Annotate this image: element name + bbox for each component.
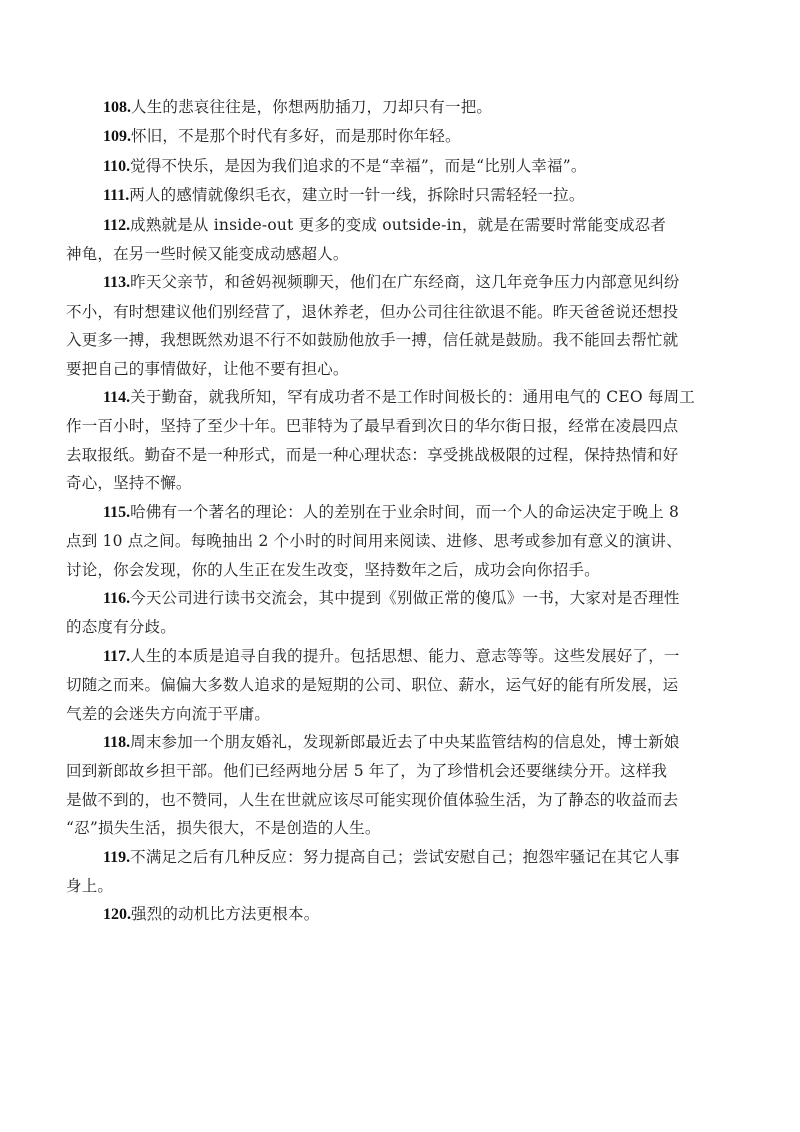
numbered-entry bbox=[66, 843, 729, 901]
entry-text-line: 人生的本质是追寻自我的提升。包括思想、能力、意志等等。这些发展好了，一 bbox=[130, 646, 680, 665]
entry-text-line: 关于勤奋，就我所知，罕有成功者不是工作时间极长的：通用电气的 CEO 每周工 bbox=[130, 388, 695, 407]
entry-text-line: 两人的感情就像织毛衣，建立时一针一线，拆除时只需轻轻一拉。 bbox=[129, 186, 585, 205]
numbered-entry bbox=[66, 268, 729, 383]
entry-text-line: 人生的悲哀往往是，你想两肋插刀，刀却只有一把。 bbox=[131, 98, 493, 116]
document-page bbox=[66, 93, 729, 930]
numbered-entry bbox=[66, 383, 729, 498]
entry-text-line: 气差的会迷失方向流于平庸。 bbox=[66, 704, 271, 723]
numbered-entry bbox=[101, 900, 729, 929]
entry-text-line: 点到 10 点之间。每晚抽出 2 个小时的时间用来阅读、进修、思考或参加有意义的演讲、 bbox=[66, 532, 682, 551]
entry-number: 120. bbox=[103, 906, 131, 924]
entry-number: 111. bbox=[103, 187, 130, 205]
entry-text-line: 要把自己的事情做好，让他不要有担心。 bbox=[66, 359, 349, 378]
entry-text-line: 成熟就是从 inside-out 更多的变成 outside-in，就是在需要时常能变成忍者 bbox=[130, 215, 667, 234]
entry-text-line: 奇心，坚持不懈。 bbox=[66, 474, 192, 493]
entry-number: 117. bbox=[103, 647, 131, 665]
entry-number: 119. bbox=[103, 848, 131, 866]
entry-number: 114. bbox=[103, 389, 131, 407]
entry-text-line: 回到新郎故乡担干部。他们已经两地分居 5 年了，为了珍惜机会还要继续分开。这样我 bbox=[66, 762, 668, 781]
entry-text-line: “忍”损失生活，损失很大，不是创造的人生。 bbox=[66, 819, 381, 838]
entry-text-line: 切随之而来。偏偏大多数人追求的是短期的公司、职位、薪水，运气好的能有所发展，运 bbox=[66, 676, 679, 695]
entry-text-line: 不满足之后有几种反应：努力提高自己；尝试安慰自己；抱怨牢骚记在其它人事 bbox=[130, 847, 680, 866]
entry-number: 108. bbox=[103, 99, 131, 116]
entry-text-line: 昨天父亲节，和爸妈视频聊天，他们在广东经商，这几年竞争压力内部意见纠纷 bbox=[130, 273, 680, 292]
entry-number: 109. bbox=[103, 128, 131, 146]
entry-text-line: 是做不到的，也不赞同，人生在世就应该尽可能实现价值体验生活，为了静态的收益而去 bbox=[66, 790, 679, 809]
entry-text-line: 哈佛有一个著名的理论：人的差别在于业余时间，而一个人的命运决定于晚上 8 bbox=[130, 502, 680, 521]
entry-text-line: 去取报纸。勤奋不是一种形式，而是一种心理状态：享受挑战极限的过程，保持热情和好 bbox=[66, 445, 679, 464]
numbered-entry bbox=[66, 584, 729, 642]
entry-text-line: 强烈的动机比方法更根本。 bbox=[131, 905, 320, 924]
numbered-entry bbox=[101, 93, 729, 122]
entry-text-line: 的态度有分歧。 bbox=[66, 618, 176, 637]
entry-number: 116. bbox=[103, 589, 131, 607]
numbered-entry bbox=[66, 728, 729, 843]
numbered-entry bbox=[66, 642, 729, 728]
numbered-entry bbox=[101, 122, 729, 151]
entry-text-line: 入更多一搏，我想既然劝退不行不如鼓励他放手一搏，信任就是鼓励。我不能回去帮忙就 bbox=[66, 331, 679, 350]
entry-text-line: 周末参加一个朋友婚礼，发现新郎最近去了中央某监管结构的信息处，博士新娘 bbox=[130, 732, 680, 751]
entry-text-line: 觉得不快乐，是因为我们追求的不是“幸福”，而是“比别人幸福”。 bbox=[130, 156, 587, 175]
entry-text-line: 神龟，在另一些时候又能变成动感超人。 bbox=[66, 245, 349, 264]
entry-number: 113. bbox=[103, 274, 131, 292]
entry-number: 112. bbox=[103, 216, 131, 234]
entry-text-line: 怀旧，不是那个时代有多好，而是那时你年轻。 bbox=[131, 127, 461, 146]
entry-number: 110. bbox=[103, 157, 131, 175]
numbered-entry bbox=[101, 181, 729, 210]
entry-text-line: 讨论，你会发现，你的人生正在发生改变，坚持数年之后，成功会向你招手。 bbox=[66, 560, 600, 579]
entry-number: 118. bbox=[103, 733, 131, 751]
entry-text-line: 身上。 bbox=[66, 876, 114, 895]
entry-text-line: 今天公司进行读书交流会，其中提到《别做正常的傻瓜》一书，大家对是否理性 bbox=[130, 588, 680, 607]
entry-number: 115. bbox=[103, 503, 131, 521]
entry-text-line: 作一百小时，坚持了至少十年。巴菲特为了最早看到次日的华尔街日报，经常在凌晨四点 bbox=[66, 417, 679, 436]
numbered-entry bbox=[66, 498, 729, 584]
numbered-entry bbox=[101, 152, 729, 181]
entry-text-line: 不小，有时想建议他们别经营了，退休养老，但办公司往往欲退不能。昨天爸爸说还想投 bbox=[66, 302, 679, 321]
numbered-entry bbox=[66, 211, 729, 269]
